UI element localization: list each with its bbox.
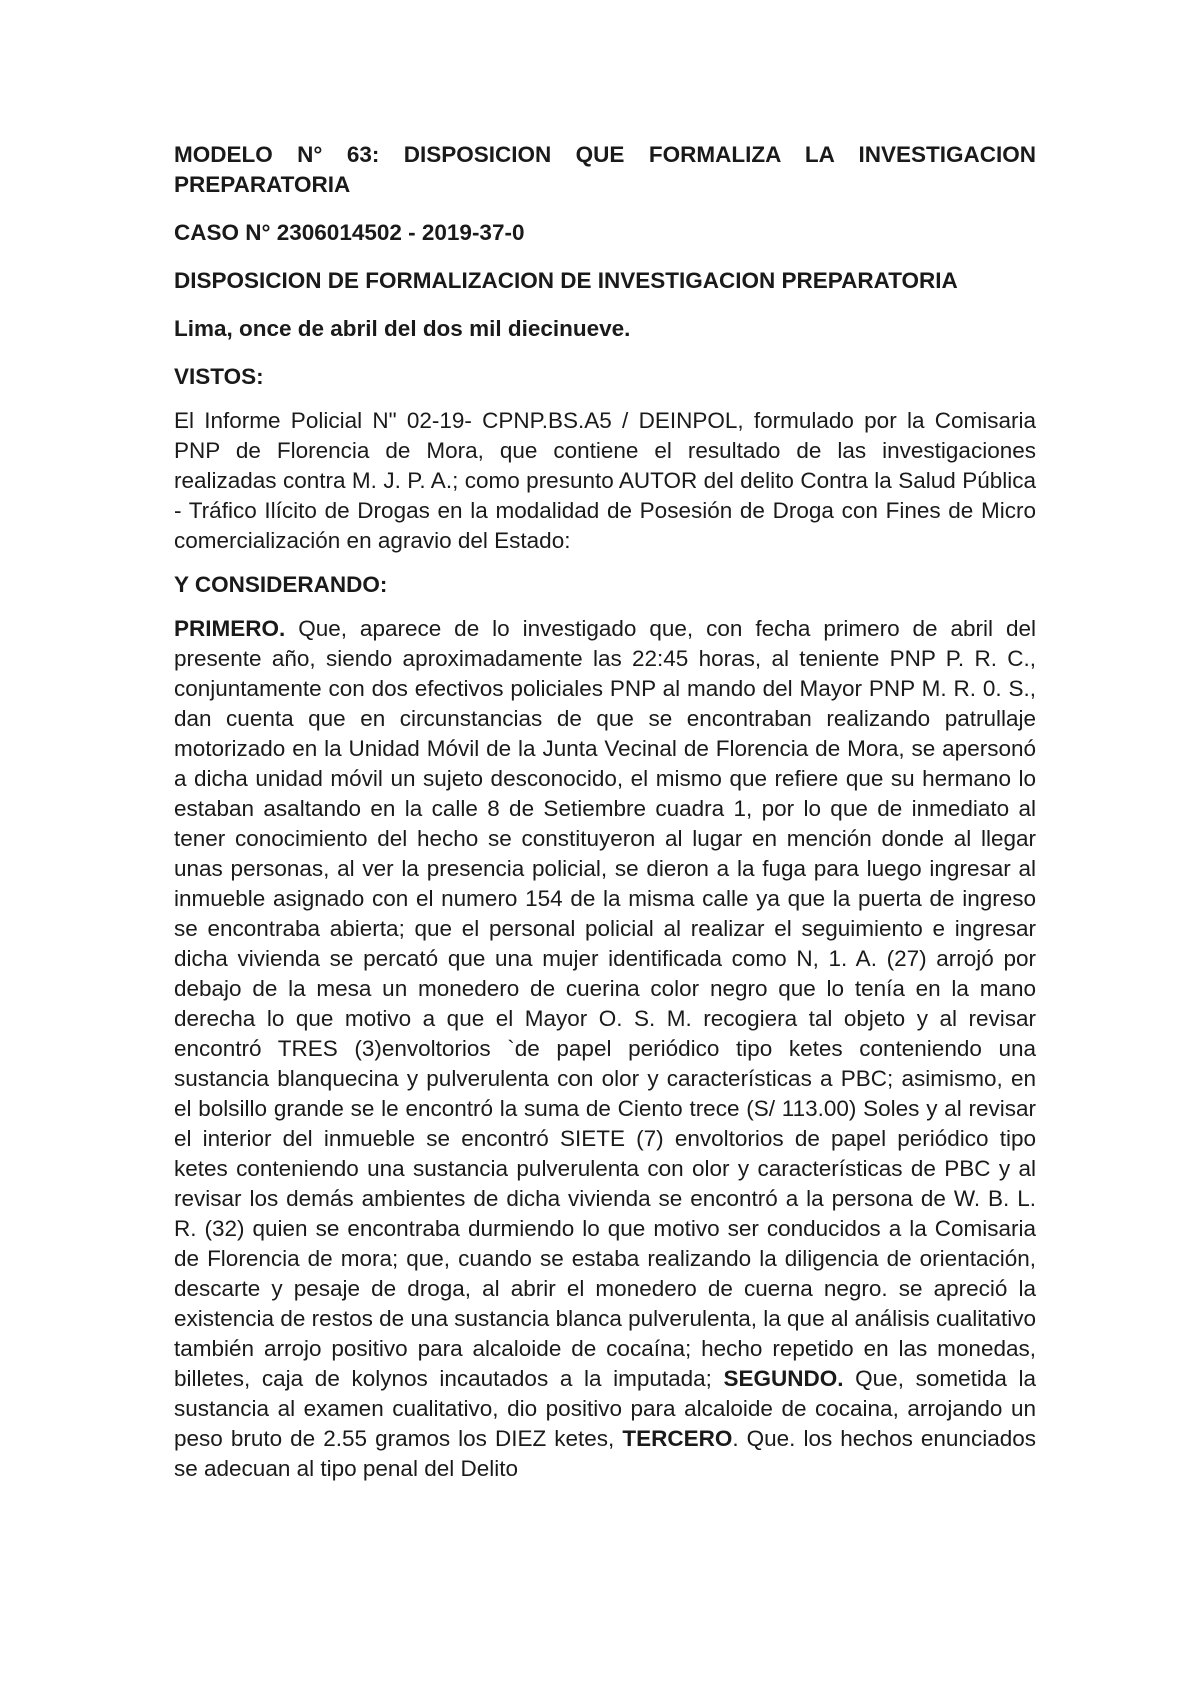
- document-body: [174, 140, 1036, 1484]
- case-number: CASO N° 2306014502 - 2019-37-0: [174, 220, 525, 245]
- vistos-paragraph: El Informe Policial N" 02-19- CPNP.BS.A5 / DEINPOL, formulado por la Comisaria PNP de Florencia de Mora, que contiene el resultado de las investigaciones realizadas contra M. J. P. A.; como presunto AUTOR del delito Contra la Salud Pública - Tráfico Ilícito de Drogas en la modalidad de Posesión de Droga con Fines de Micro comercialización en agravio del Estado:: [174, 408, 1036, 553]
- considerando-paragraph: [174, 614, 1036, 1484]
- document-title: MODELO N° 63: DISPOSICION QUE FORMALIZA LA INVESTIGACION PREPARATORIA: [174, 142, 1036, 197]
- primero-text: Que, aparece de lo investigado que, con fecha primero de abril del presente año, siendo aproximadamente las 22:45 horas, al teniente PNP P. R. C., conjuntamente con dos efectivos policiales PNP al mando del Mayor PNP M. R. 0. S., dan cuenta que en circunstancias de que se encontraban realizando patrullaje motorizado en la Unidad Móvil de la Junta Vecinal de Florencia de Mora, se apersonó a dicha unidad móvil un sujeto desconocido, el mismo que refiere que su hermano lo estaban asaltando en la calle 8 de Setiembre cuadra 1, por lo que de inmediato al tener conocimiento del hecho se constituyeron al lugar en mención donde al llegar unas personas, al ver la presencia policial, se dieron a la fuga para luego ingresar al inmueble asignado con el numero 154 de la misma calle ya que la puerta de ingreso se encontraba abierta; que el personal policial al realizar el seguimiento e ingresar dicha vivienda se percató que una mujer identificada como N, 1. A. (27) arrojó por debajo de la mesa un monedero de cuerina color negro que lo tenía en la mano derecha lo que motivo a que el Mayor O. S. M. recogiera tal objeto y al revisar encontró TRES (3)envoltorios `de papel periódico tipo ketes conteniendo una sustancia blanquecina y pulverulenta con olor y características a PBC; asimismo, en el bolsillo grande se le encontró la suma de Ciento trece (S/ 113.00) Soles y al revisar el interior del inmueble se encontró SIETE (7) envoltorios de papel periódico tipo ketes conteniendo una sustancia pulverulenta con olor y características de PBC y al revisar los demás ambientes de dicha vivienda se encontró a la persona de W. B. L. R. (32) quien se encontraba durmiendo lo que motivo ser conducidos a la Comisaria de Florencia de mora; que, cuando se estaba realizando la diligencia de orientación, descarte y pesaje de droga, al abrir el monedero de cuerna negro. se apreció la existencia de restos de una sustancia blanca pulverulenta, la que al análisis cualitativo también arrojo positivo para alcaloide de cocaína; hecho repetido en las monedas, billetes, caja de kolynos incautados a la imputada;: [174, 616, 1036, 1391]
- disposition-heading: DISPOSICION DE FORMALIZACION DE INVESTIGACION PREPARATORIA: [174, 268, 958, 293]
- segundo-label: SEGUNDO.: [723, 1366, 844, 1391]
- tercero-label: TERCERO: [622, 1426, 733, 1451]
- tercero-text: . Que. los hechos enunciados se adecuan al tipo penal del Delito: [174, 1426, 1036, 1481]
- segundo-text: Que, sometida la sustancia al examen cualitativo, dio positivo para alcaloide de cocaina, arrojando un peso bruto de 2.55 gramos los DIEZ ketes,: [174, 1366, 1037, 1451]
- vistos-heading: VISTOS:: [174, 364, 264, 389]
- date-line: Lima, once de abril del dos mil diecinueve.: [174, 316, 631, 341]
- considerando-heading: Y CONSIDERANDO:: [174, 572, 388, 597]
- primero-label: PRIMERO.: [174, 616, 286, 641]
